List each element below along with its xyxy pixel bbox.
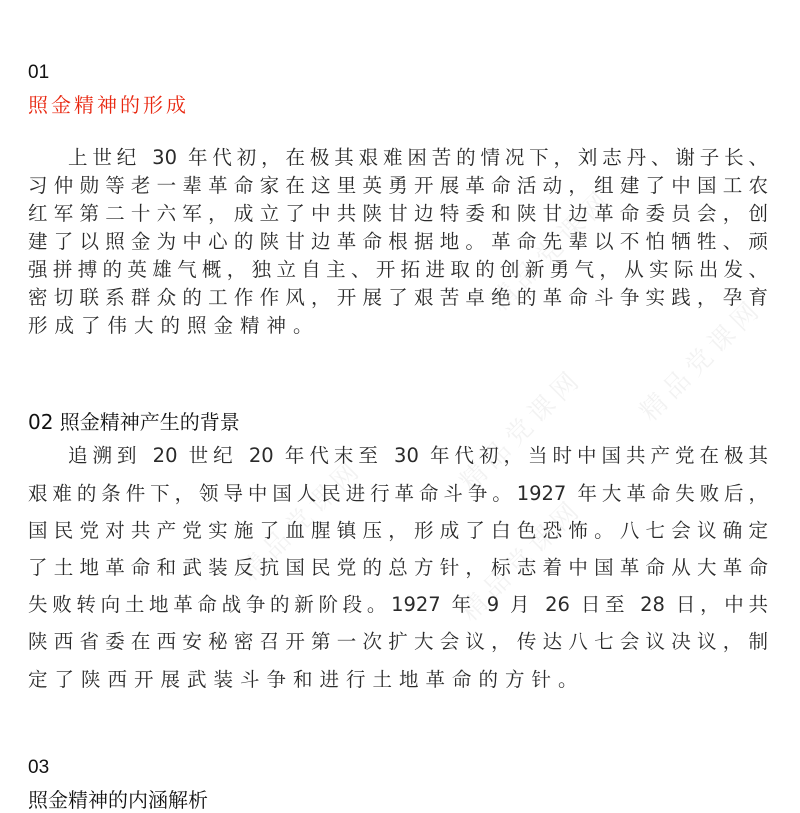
- watermark: 精品党课网: [454, 493, 589, 628]
- paragraph-line: 艰难的条件下，领导中国人民进行革命斗争。1927 年大革命失败后，: [28, 482, 768, 505]
- paragraph-line: 国民党对共产党实施了血腥镇压，形成了白色恐怖。八七会议确定: [28, 519, 768, 542]
- paragraph-line: 失败转向土地革命战争的新阶段。1927 年 9 月 26 日至 28 日，中共: [28, 593, 768, 616]
- paragraph-line: 习仲勋等老一辈革命家在这里英勇开展革命活动，组建了中国工农: [28, 174, 768, 197]
- paragraph-line: 红军第二十六军，成立了中共陕甘边特委和陕甘边革命委员会，创: [28, 202, 768, 225]
- paragraph-line: 建了以照金为中心的陕甘边革命根据地。革命先辈以不怕牺牲、顽: [28, 230, 768, 253]
- paragraph-line: 了土地革命和武装反抗国民党的总方针，标志着中国革命从大革命: [28, 556, 768, 579]
- section-1-number: 01: [28, 62, 50, 83]
- paragraph-line: 陕西省委在西安秘密召开第一次扩大会议，传达八七会议决议，制: [28, 630, 768, 653]
- paragraph-line: 定了陕西开展武装斗争和进行土地革命的方针。: [28, 668, 585, 691]
- paragraph-line: 形成了伟大的照金精神。: [28, 314, 320, 337]
- section-3-title: 照金精神的内涵解析: [28, 788, 208, 812]
- watermark: 精品党课网: [634, 293, 769, 428]
- watermark: 精品党课网: [454, 363, 589, 498]
- section-2-heading: 02 照金精神产生的背景: [28, 410, 240, 434]
- paragraph-line: 上世纪 30 年代初，在极其艰难困苦的情况下，刘志丹、谢子长、: [68, 146, 768, 169]
- section-3-number: 03: [28, 757, 50, 778]
- paragraph-line: 追溯到 20 世纪 20 年代末至 30 年代初，当时中国共产党在极其: [68, 444, 768, 467]
- paragraph-line: 强拼搏的英雄气概，独立自主、开拓进取的创新勇气，从实际出发、: [28, 258, 768, 281]
- watermark: 精品党课网: [234, 453, 369, 588]
- paragraph-line: 密切联系群众的工作作风，开展了艰苦卓绝的革命斗争实践，孕育: [28, 286, 768, 309]
- watermark: 精品党课网: [484, 183, 619, 318]
- section-1-title: 照金精神的形成: [28, 93, 189, 117]
